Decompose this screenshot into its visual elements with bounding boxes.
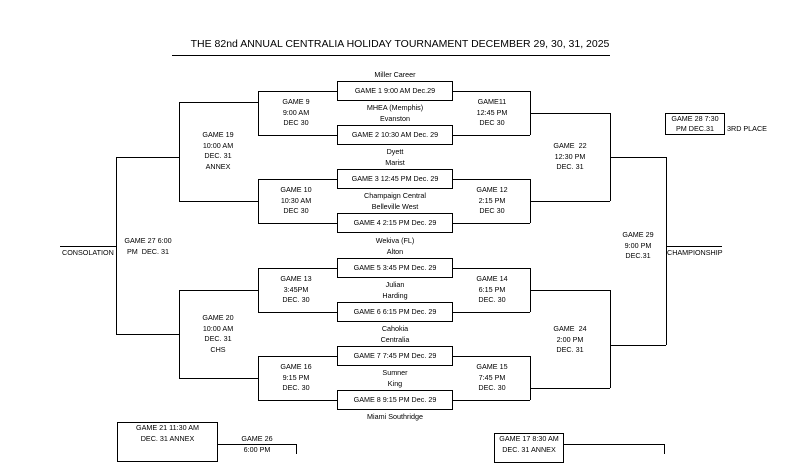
bracket-line [258, 312, 337, 313]
game-21-label: GAME 21 11:30 AM DEC. 31 ANNEX [136, 423, 199, 443]
team-name: King [387, 379, 403, 388]
team-name: Miami Southridge [367, 412, 423, 421]
bracket-line [453, 356, 530, 357]
bracket-line [453, 400, 530, 401]
bracket-line [664, 444, 665, 454]
consolation-line [60, 246, 116, 247]
game-9-label: GAME 9 9:00 AM DEC 30 [282, 97, 310, 127]
bracket-line [179, 201, 258, 202]
game-26-label: GAME 26 6:00 PM [241, 434, 273, 454]
bracket-line [258, 223, 337, 224]
game-2-box: GAME 2 10:30 AM Dec. 29 [337, 125, 453, 145]
bracket-line [453, 312, 530, 313]
game-15-label: GAME 15 7:45 PM DEC. 30 [476, 362, 508, 392]
game-17-label: GAME 17 8:30 AM DEC. 31 ANNEX [499, 434, 559, 454]
game-7-box: GAME 7 7:45 PM Dec. 29 [337, 346, 453, 366]
team-name: Evanston [380, 114, 410, 123]
team-name: Dyett [386, 147, 404, 156]
game-10-label: GAME 10 10:30 AM DEC 30 [280, 185, 312, 215]
game-3-box: GAME 3 12:45 PM Dec. 29 [337, 169, 453, 189]
team-name: Centralia [380, 335, 410, 344]
game-5-box: GAME 5 3:45 PM Dec. 29 [337, 258, 453, 278]
game-22-label: GAME 22 12:30 PM DEC. 31 [553, 141, 587, 171]
bracket-line [453, 135, 530, 136]
bracket-line [258, 91, 259, 135]
bracket-line [453, 268, 530, 269]
championship-line [666, 246, 722, 247]
game-14-label: GAME 14 6:15 PM DEC. 30 [476, 274, 508, 304]
team-name: Belleville West [371, 202, 419, 211]
bracket-line [179, 378, 258, 379]
team-name: MHEA (Memphis) [366, 103, 424, 112]
bracket-line [116, 157, 117, 334]
bracket-line [258, 268, 259, 312]
bracket-line [564, 444, 664, 445]
bracket-line [296, 444, 297, 454]
game-1-box: GAME 1 9:00 AM Dec.29 [337, 81, 453, 101]
team-name: Harding [382, 291, 408, 300]
game-16-label: GAME 16 9:15 PM DEC. 30 [280, 362, 312, 392]
team-name: Champaign Central [364, 191, 426, 200]
game-4-box: GAME 4 2:15 PM Dec. 29 [337, 213, 453, 233]
bracket-line [610, 290, 611, 388]
bracket-line [530, 290, 610, 291]
bracket-line [258, 268, 337, 269]
team-name: Marist [385, 158, 405, 167]
bracket-line [258, 400, 337, 401]
bracket-line [116, 157, 179, 158]
bracket-line [610, 345, 666, 346]
bracket-line [258, 356, 259, 400]
consolation-label: CONSOLATION [62, 248, 114, 257]
game-13-label: GAME 13 3:45PM DEC. 30 [280, 274, 312, 304]
bracket-line [453, 223, 530, 224]
bracket-line [530, 356, 531, 400]
bracket-line [179, 290, 180, 378]
team-name: Miller Career [374, 70, 416, 79]
bracket-line [530, 388, 610, 389]
game-11-label: GAME11 12:45 PM DEC 30 [476, 97, 508, 127]
bracket-line [530, 201, 610, 202]
game-24-label: GAME 24 2:00 PM DEC. 31 [553, 324, 587, 354]
bracket-line [453, 179, 530, 180]
game-8-box: GAME 8 9:15 PM Dec. 29 [337, 390, 453, 410]
team-name: Sumner [382, 368, 408, 377]
bracket-line [258, 179, 259, 223]
game-28-label: GAME 28 7:30 PM DEC.31 [671, 114, 719, 133]
bracket-line [610, 157, 666, 158]
bracket-line [179, 102, 180, 201]
bracket-line [258, 91, 337, 92]
team-name: Wekiva (FL) [375, 236, 415, 245]
third-place-label: 3RD PLACE [727, 124, 767, 133]
bracket-line [258, 179, 337, 180]
team-name: Julian [385, 280, 405, 289]
page-title: THE 82nd ANNUAL CENTRALIA HOLIDAY TOURNAMENT DECEMBER 29, 30, 31, 2025 [190, 38, 610, 50]
game-29-label: GAME 29 9:00 PM DEC.31 [622, 230, 654, 260]
bracket-line [258, 356, 337, 357]
bracket-line [179, 290, 258, 291]
bracket-line [179, 102, 258, 103]
game-19-label: GAME 19 10:00 AM DEC. 31 ANNEX [202, 130, 234, 171]
title-underline [172, 55, 610, 56]
game-6-box: GAME 6 6:15 PM Dec. 29 [337, 302, 453, 322]
team-name: Alton [386, 247, 404, 256]
team-name: Cahokia [381, 324, 409, 333]
bracket-line [116, 334, 179, 335]
championship-label: CHAMPIONSHIP [667, 248, 723, 257]
bracket-line [453, 91, 530, 92]
game-12-label: GAME 12 2:15 PM DEC 30 [476, 185, 508, 215]
bracket-line [258, 135, 337, 136]
bracket-line [530, 113, 610, 114]
game-20-label: GAME 20 10:00 AM DEC. 31 CHS [202, 313, 234, 354]
game-27-label: GAME 27 6:00 PM DEC. 31 [124, 236, 172, 256]
